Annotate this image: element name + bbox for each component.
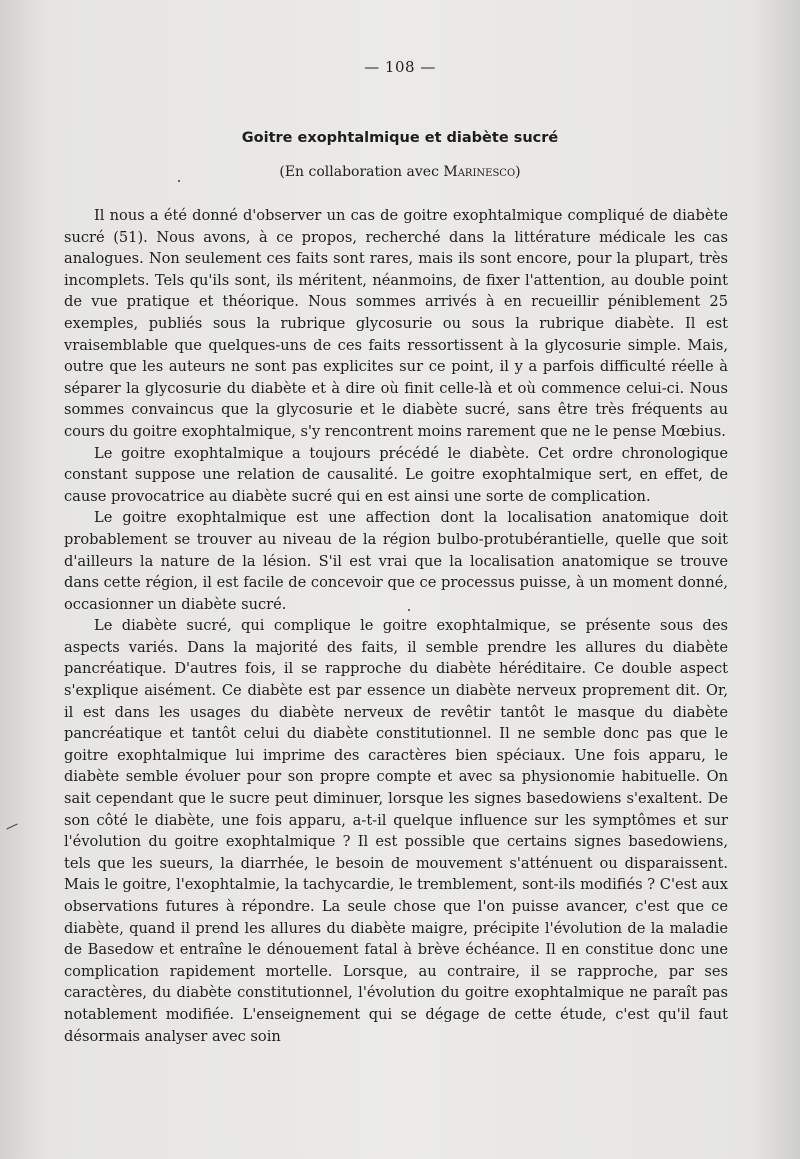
collaboration-note: [0, 164, 800, 180]
scan-speck: [408, 609, 410, 611]
margin-stroke: [6, 824, 17, 830]
paragraph-3: Le goitre exophtalmique est une affection dont la localisation anatomique doit probablement se trouver au niveau de la région bulbo-protubérantielle, quelle que soit d'ailleurs la nature de la lésion. S'il est vrai que la localisation anatomique se trouve dans cette région, il est facile de concevoir que ce processus puisse, à un moment donné, occasionner un diabète sucré.: [64, 509, 728, 613]
collaboration-suffix: ): [515, 164, 521, 180]
collaboration-prefix: (En collaboration avec: [279, 164, 444, 180]
page-number: — 108 —: [364, 58, 436, 76]
section-title: Goitre exophtalmique et diabète sucré: [241, 130, 559, 146]
paragraph-1: Il nous a été donné d'observer un cas de goitre exophtalmique compliqué de diabète sucré (51). Nous avons, à ce propos, recherché dans la littérature médicale les cas analogues. Non seulement ces faits sont rares, mais ils sont encore, pour la plupart, très incomplets. Tels qu'ils sont, ils méritent, néanmoins, de fixer l'attention, au double point de vue pratique et théorique. Nous sommes arrivés à en recueillir péniblement 25 exemples, publiés sous la rubrique glycosurie ou sous la rubrique diabète. Il est vraisemblable que quelques-uns de ces faits ressortissent à la glycosurie simple. Mais, outre que les auteurs ne sont pas explicites sur ce point, il y a parfois difficulté réelle à séparer la glycosurie du diabète et à dire où finit celle-là et où commence celui-ci. Nous sommes convaincus que la glycosurie et le diabète sucré, sans être très fréquents au cours du goitre exophtalmique, s'y rencontrent moins rarement que ne le pense Mœbius.: [64, 207, 728, 440]
collaborator-name: Marinesco: [443, 164, 516, 180]
scan-speck: [178, 180, 180, 182]
body-text: [64, 205, 728, 1047]
paragraph-2: Le goitre exophtalmique a toujours précédé le diabète. Cet ordre chronologique constant suppose une relation de causalité. Le goitre exophtalmique sert, en effet, de cause provocatrice au diabète sucré qui en est ainsi une sorte de complication.: [64, 444, 728, 505]
paragraph-4: Le diabète sucré, qui complique le goitre exophtalmique, se présente sous des aspects variés. Dans la majorité des faits, il semble prendre les allures du diabète pancréatique. D'autres fois, il se rapproche du diabète héréditaire. Ce double aspect s'explique aisément. Ce diabète est par essence un diabète nerveux proprement dit. Or, il est dans les usages du diabète nerveux de revêtir tantôt le masque du diabète pancréatique et tantôt celui du diabète constitutionnel. Il ne semble donc pas que le goitre exophtalmique lui imprime des caractères bien spéciaux. Une fois apparu, le diabète semble évoluer pour son propre compte et avec sa physionomie habituelle. On sait cependant que le sucre peut diminuer, lorsque les signes basedowiens s'exaltent. De son côté le diabète, une fois apparu, a-t-il quelque influence sur les symptômes et sur l'évolution du goitre exophtalmique ? Il est possible que certains signes basedowiens, tels que les sueurs, la diarrhée, le besoin de mouvement s'atténuent ou disparaissent. Mais le goitre, l'exophtalmie, la tachycardie, le tremblement, sont-ils modifiés ? C'est aux observations futures à répondre. La seule chose que l'on puisse avancer, c'est que ce diabète, quand il prend les allures du diabète maigre, précipite l'évolution de la maladie de Basedow et entraîne le dénouement fatal à brève échéance. Il en constitue donc une complication rapidement mortelle. Lorsque, au contraire, il se rapproche, par ses caractères, du diabète constitutionnel, l'évolution du goitre exophtalmique ne paraît pas notablement modifiée. L'enseignement qui se dégage de cette étude, c'est qu'il faut désormais analyser avec soin: [64, 617, 728, 1045]
